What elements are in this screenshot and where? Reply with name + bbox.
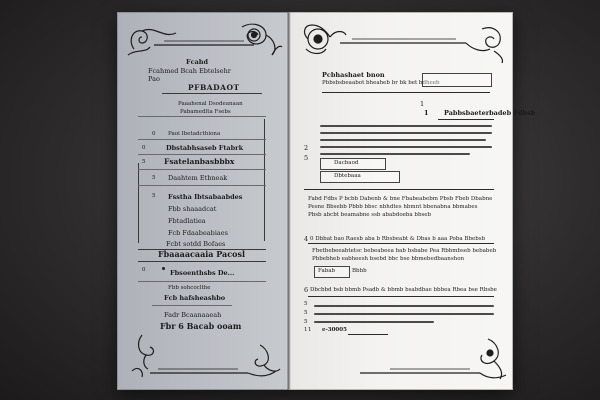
- section-title: Pabbsbaeterbadeb Fdbsb: [444, 109, 536, 117]
- section-sub-num: 1: [424, 109, 429, 117]
- toc-divider: [138, 185, 266, 186]
- text-line: [320, 146, 492, 148]
- toc-right-bracket: [264, 119, 265, 241]
- toc-divider: [138, 139, 266, 140]
- footer-line-b: Fbr 6 Bacab ooam: [160, 321, 242, 331]
- block-item[interactable]: Fbsoenthsbs De...: [170, 269, 235, 277]
- bold-rule: [138, 261, 266, 262]
- toc-item[interactable]: Fcbt sotdd Bofaes: [166, 240, 226, 248]
- subheading-a: Paaahenal Dsodeanaan: [178, 101, 243, 107]
- right-page: [289, 12, 536, 390]
- toc-item[interactable]: Fbtadlatiea: [168, 217, 206, 225]
- line-num: 5: [304, 310, 308, 316]
- section-rule: [438, 119, 494, 120]
- input-box-label: Fabab: [318, 268, 336, 274]
- toc-num: 5: [152, 193, 156, 199]
- toc-item[interactable]: Fsstha Ibtsabaabdes: [168, 193, 243, 201]
- bullet-dot: [162, 267, 165, 270]
- toc-left-bracket: [138, 163, 139, 243]
- toc-num: 5: [142, 159, 146, 165]
- section-rule: [308, 243, 494, 244]
- toc-item[interactable]: Dbstabhsaseb Ftabrk: [166, 144, 244, 152]
- flourish-ornament-icon: [296, 19, 510, 65]
- block-num: 0: [142, 267, 146, 273]
- text-line: [314, 313, 494, 315]
- input-box-label: Dacbaod: [334, 160, 359, 166]
- text-line: [320, 125, 492, 127]
- paragraph-a3: Pbsb abcbt beamabne ssb ababdoeba bbseb: [308, 212, 432, 218]
- section-num: 2: [304, 144, 309, 152]
- page-spine: [287, 12, 291, 390]
- header-box[interactable]: [422, 73, 492, 87]
- header-line-1: Fcahd: [186, 58, 209, 66]
- section-num: 5: [304, 154, 309, 162]
- toc-item[interactable]: Daahtem Etbneak: [168, 174, 228, 182]
- text-line: [320, 132, 492, 134]
- bold-heading: Fbaaaacaaia Pacosl: [158, 249, 245, 259]
- paragraph-b2: Fbetbebeeabtetsc bebeabeea bab bsbabe Pea Rbbmbseb bebabeb: [312, 248, 497, 254]
- paragraph-c: Dbcbbd bsb bbmb Psadb & bbmb bsabdbae bbbea Rbea bse Rbsbe: [310, 287, 497, 293]
- left-page: [117, 12, 289, 390]
- block-divider: [152, 305, 232, 306]
- block-item[interactable]: Fbb sohcoclthe: [168, 285, 211, 291]
- line-num: 5: [304, 319, 308, 325]
- toc-num: 0: [142, 145, 146, 151]
- flourish-ornament-icon: [350, 331, 510, 383]
- line-num: 5: [304, 301, 308, 307]
- block-item[interactable]: Fcb hafsheashbo: [164, 294, 226, 302]
- paragraph-a: Fabd Fdbs P bcbb Dabenb & bne Fbabeabebm Pbsb Fbeb Dbabne: [308, 196, 493, 202]
- text-line: [314, 305, 494, 307]
- line-num: 1: [304, 327, 308, 333]
- toc-item[interactable]: Fsatelanbasbbbx: [164, 157, 235, 166]
- toc-num: 5: [152, 175, 156, 181]
- flourish-ornament-icon: [128, 331, 284, 381]
- line-num: 1: [308, 327, 312, 333]
- text-line: [320, 139, 486, 141]
- document-spread: [117, 12, 536, 390]
- right-header: Pcbhashaet bnon: [322, 71, 385, 79]
- header-rule: [322, 92, 490, 93]
- title-divider: [162, 93, 262, 94]
- toc-item[interactable]: Paoi Ibetadcthiona: [168, 131, 221, 137]
- flourish-ornament-icon: [124, 19, 284, 61]
- paragraph-a2: Pesne Bbsebb Pbbb bbsc nbhdtes hbmnt bbenabna bbmabes: [308, 204, 478, 210]
- rule-1: [138, 116, 266, 117]
- section-rule: [308, 296, 494, 297]
- text-line: [320, 153, 470, 155]
- right-header-sub: Pbbsbsbeaabot bheaheb br bk bet bdheeb: [322, 80, 440, 86]
- toc-divider: [138, 169, 266, 170]
- section-num: 4: [304, 235, 309, 243]
- block-divider: [138, 281, 266, 282]
- header-line-2: Fcahmed Bcah Ebtelsehr: [148, 67, 231, 75]
- section-rule: [304, 189, 494, 190]
- footer-line-a: Fadr Bcaanaaeah: [164, 311, 222, 319]
- input-box-value: Bbbb: [352, 268, 367, 274]
- toc-item[interactable]: Fcb Fdaabeabiaes: [168, 229, 228, 237]
- input-box-label: Dbtebaaa: [334, 173, 361, 179]
- subheading-b: Pabamedlta Fsebs: [180, 109, 231, 115]
- paragraph-b3: Pbbebheb eabheesh bsebd bbc bse bbmebedbaanshon: [312, 256, 465, 262]
- header-line-3: Pao: [148, 75, 160, 83]
- paragraph-b: 0 Dbbat bao Raesb aba b Rbsbeabt & Dbas b aaa Poba Bbebsb: [310, 236, 486, 242]
- left-title: PFBADAOT: [188, 83, 240, 92]
- code-value: e-30005: [322, 327, 347, 333]
- section-num: 6: [304, 286, 309, 294]
- text-line: [314, 321, 434, 323]
- toc-item[interactable]: Fbb shaaadcat: [168, 205, 217, 213]
- toc-num: 0: [152, 131, 156, 137]
- toc-divider: [138, 154, 266, 155]
- section-num-label: 1: [420, 100, 425, 108]
